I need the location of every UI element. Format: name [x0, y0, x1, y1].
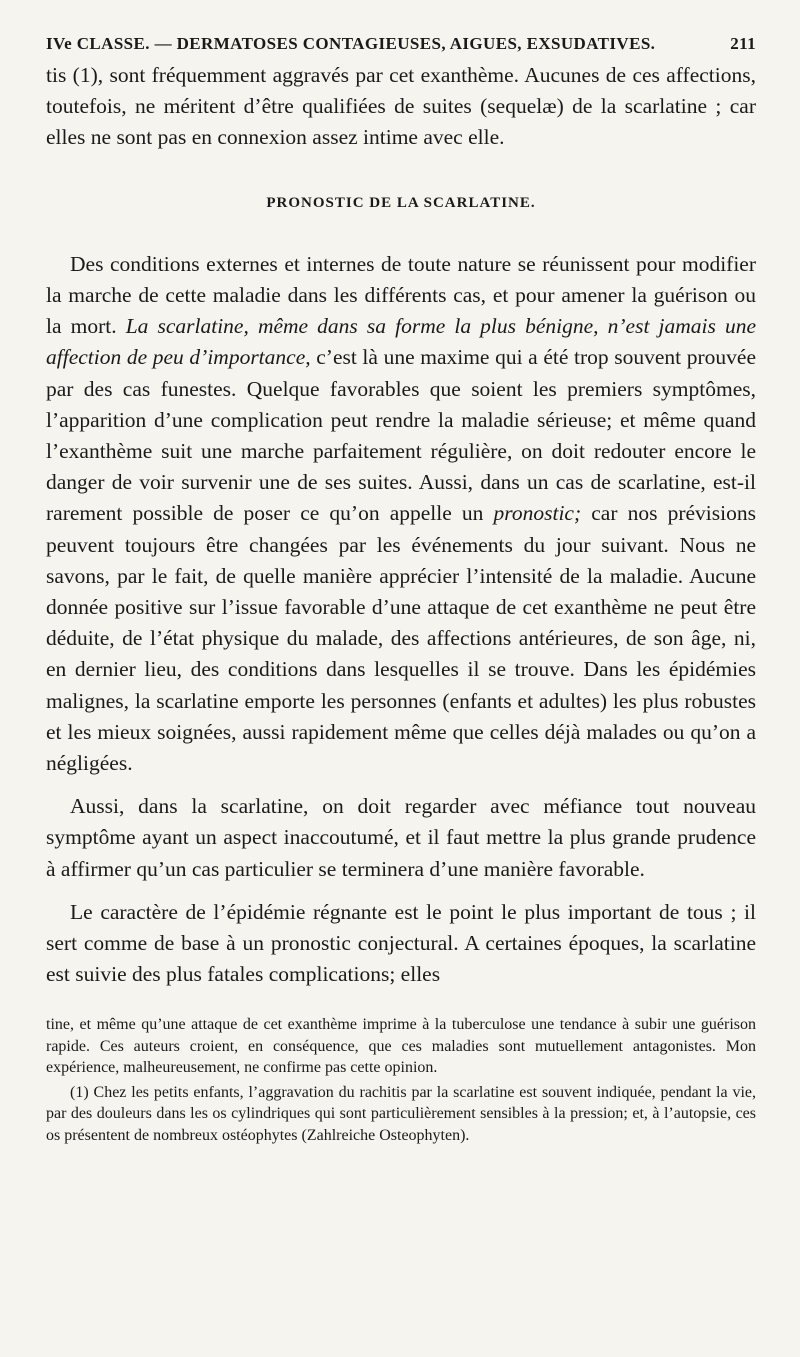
paragraph-text: car nos prévisions peuvent toujours être changées par les événements du jour suivant. Nous ne savons, par le fait, de quelle manière apprécier l’intensité de la maladie. Aucune donnée positive sur l’issue favorable d’une attaque de cet exanthème ne peut être déduite, de l’état physique du malade, des affections antérieures, de son âge, ni, en dernier lieu, des conditions dans lesquelles il se trouve. Dans les épidémies malignes, la scarlatine emporte les personnes (enfants et adultes) les plus robustes et les mieux soignées, aussi rapidement même que celles déjà malades ou qu’on a négligées.: [46, 501, 756, 776]
paragraph-text: c’est là une maxime qui a été trop souvent prouvée par des cas funestes. Quelque favorables que soient les premiers symptômes, l’apparition d’une complication peut rendre la maladie sérieuse; et même quand l’exanthème suit une marche parfaitement régulière, on doit redouter encore le danger de voir survenir une de ses suites. Aussi, dans un cas de scarlatine, est-il rarement possible de poser ce qu’on appelle un: [46, 345, 756, 526]
paragraph-text: Des conditions externes et internes de toute nature se réunissent pour modifier la marche de cette maladie dans les différents cas, et pour amener la guérison ou la mort.: [46, 251, 756, 339]
main-text: [46, 60, 756, 990]
paragraph-epidemic: Le caractère de l’épidémie régnante est le point le plus important de tous ; il sert comme de base à un pronostic conjectural. A certaines époques, la scarlatine est suivie des plus fatales complications; elles: [46, 899, 756, 987]
paragraph-caution: Aussi, dans la scarlatine, on doit regarder avec méfiance tout nouveau symptôme ayant un aspect inaccoutumé, et il faut mettre la plus grande prudence à affirmer qu’un cas particulier se terminera d’une manière favorable.: [46, 794, 756, 881]
footnote-continuation: tine, et même qu’une attaque de cet exanthème imprime à la tuberculose une tendance à subir une guérison rapide. Ces auteurs croient, en conséquence, que ces maladies sont mutuellement antagonistes. Mon expérience, malheureusement, ne confirme pas cette opinion.: [46, 1016, 756, 1077]
footnote-1: (1) Chez les petits enfants, l’aggravation du rachitis par la scarlatine est souvent indiquée, pendant la vie, par des douleurs dans les os cylindriques qui sont particulièrement sensibles à la pression; et, à l’autopsie, ces os présentent de nombreux ostéophytes (Zahlreiche Osteophyten).: [46, 1083, 756, 1144]
running-head: [46, 34, 756, 54]
italic-maxim: La scarlatine, même dans sa forme la plus bénigne, n’est jamais une affection de peu d’importance,: [46, 314, 756, 370]
paragraph-prognosis: [46, 249, 756, 779]
page-number: 211: [730, 34, 756, 53]
footnotes: [46, 1014, 756, 1145]
running-head-title: IVe CLASSE. — DERMATOSES CONTAGIEUSES, AIGUES, EXSUDATIVES.: [46, 34, 656, 53]
section-heading: PRONOSTIC DE LA SCARLATINE.: [266, 194, 536, 211]
italic-term: pronostic;: [493, 501, 582, 526]
paragraph-continued: tis (1), sont fréquemment aggravés par cet exanthème. Aucunes de ces affections, toutefois, ne méritent d’être qualifiées de suites (sequelæ) de la scarlatine ; car elles ne sont pas en connexion assez intime avec elle.: [46, 63, 756, 150]
